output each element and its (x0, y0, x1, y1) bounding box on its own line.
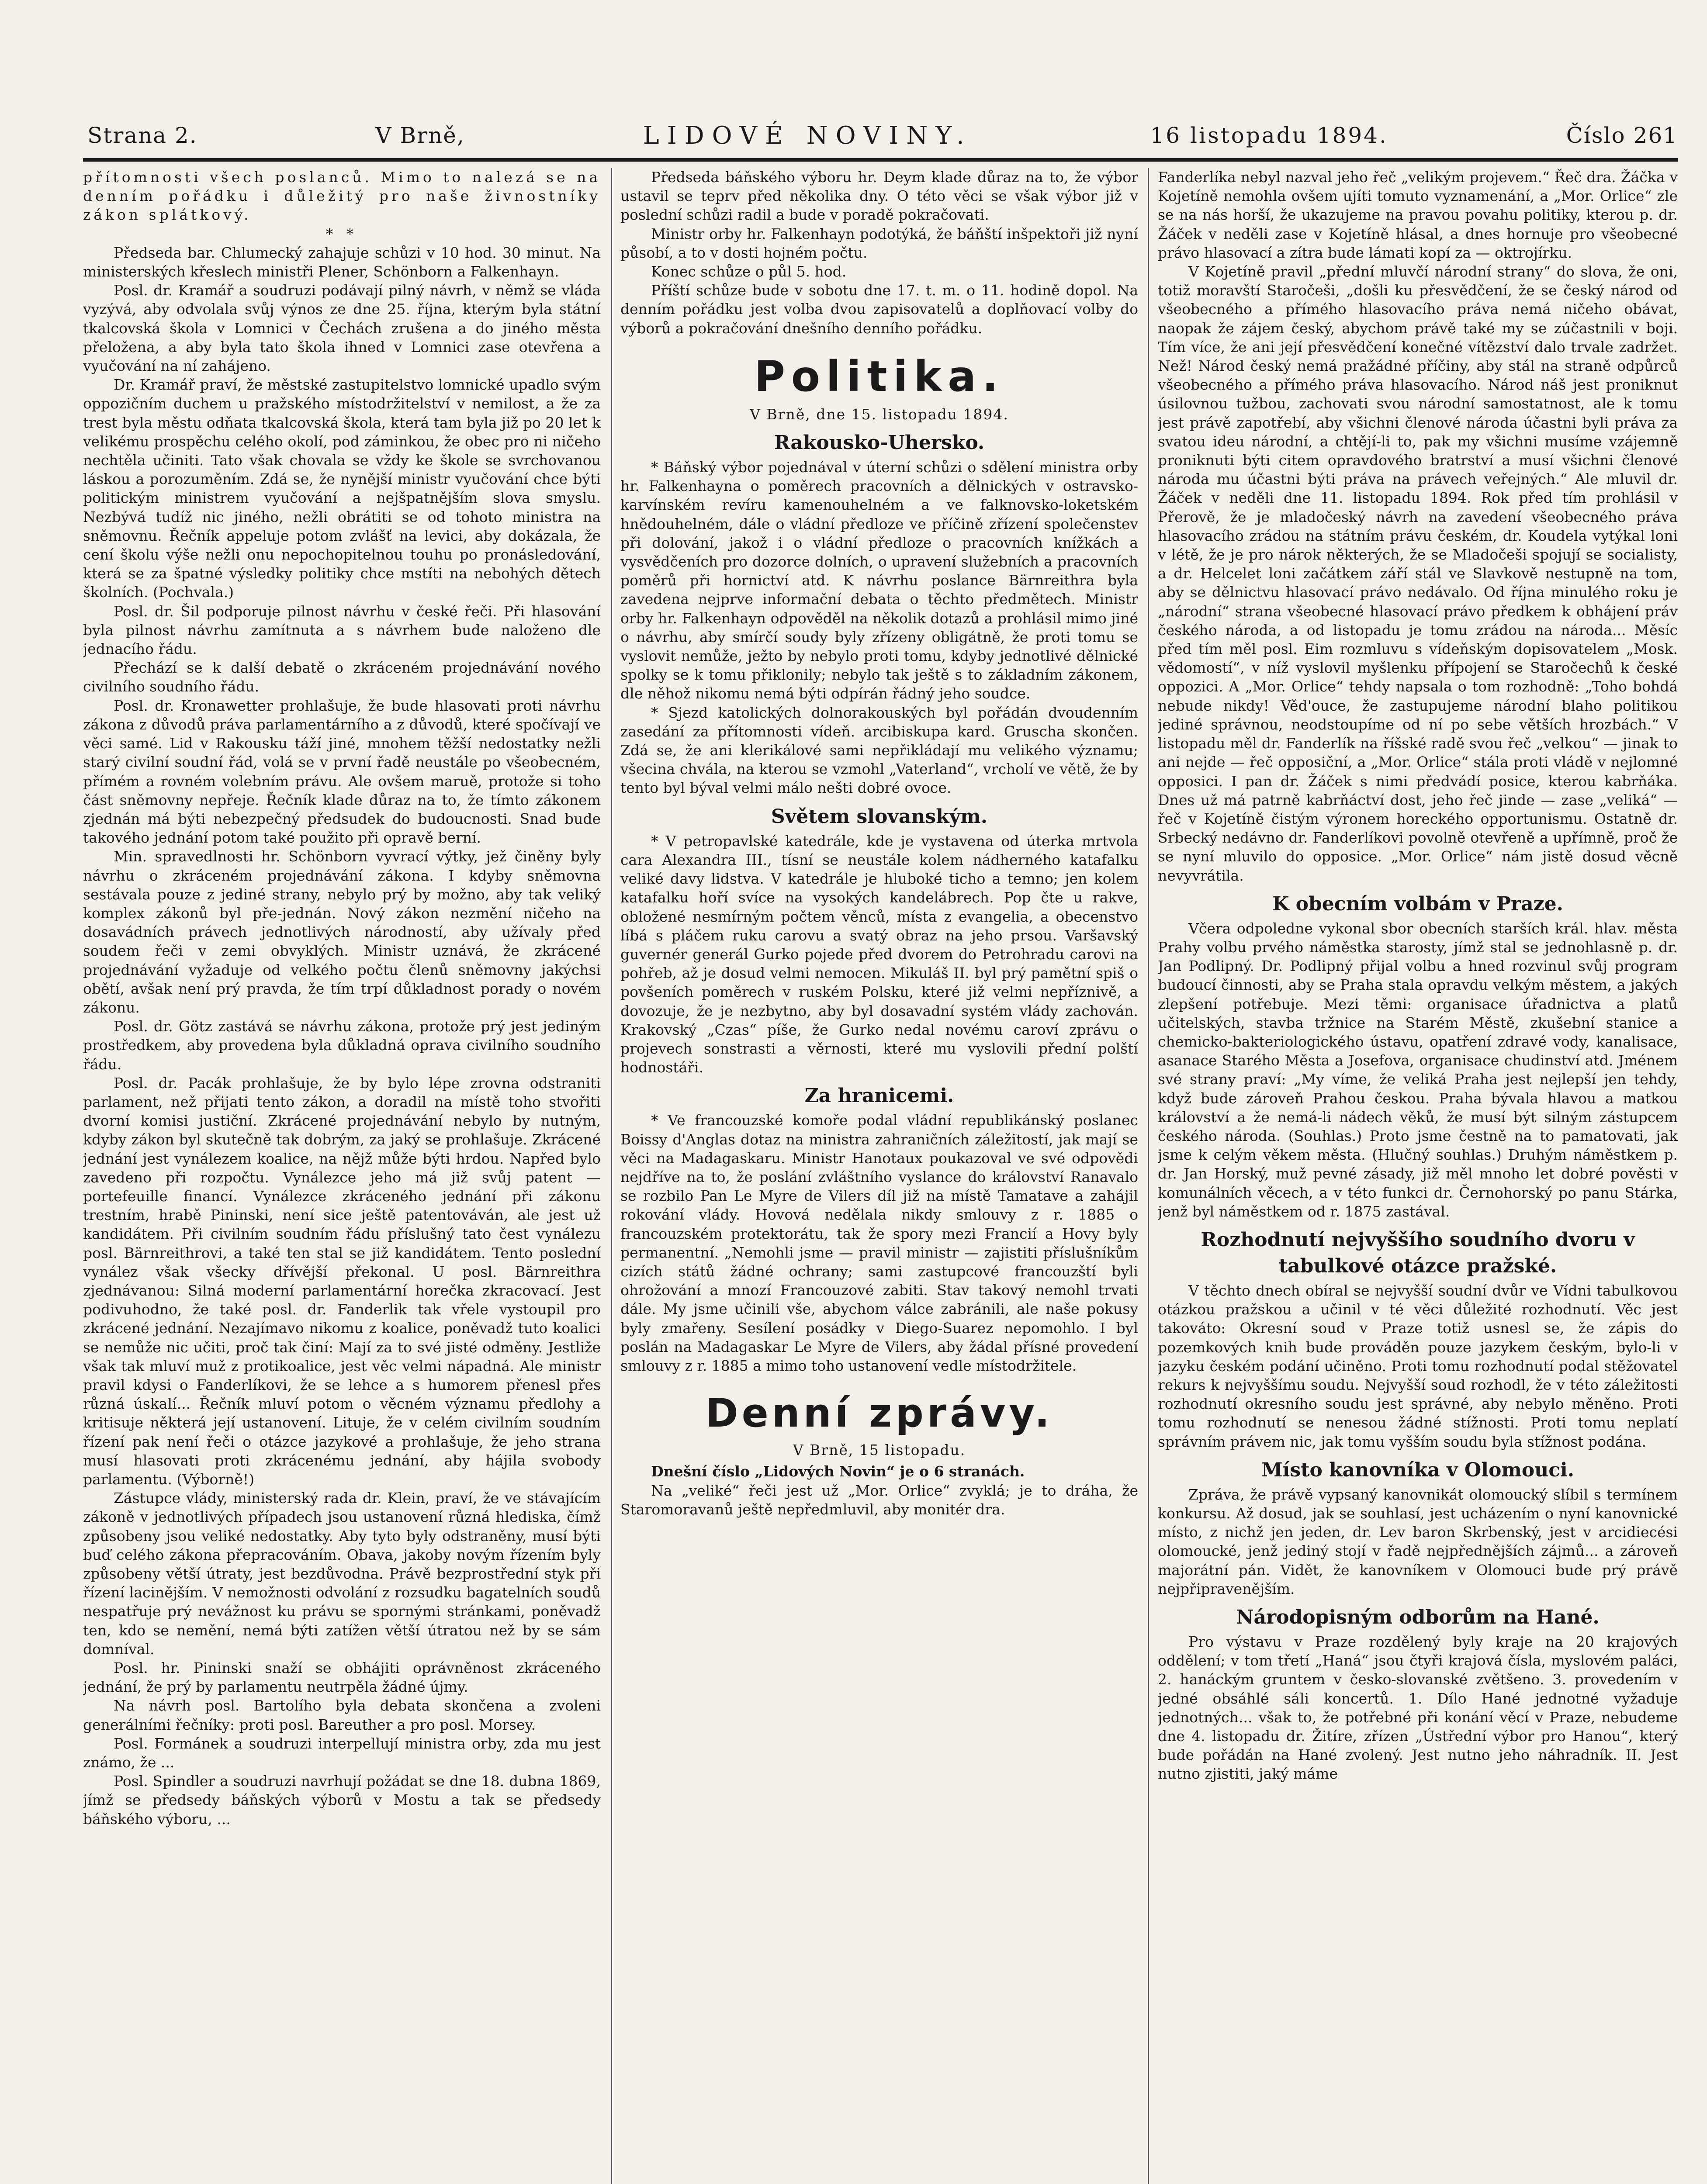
issue-number: Číslo 261 (1566, 123, 1678, 148)
column-1 (83, 168, 601, 2184)
section-dateline: V Brně, dne 15. listopadu 1894. (750, 405, 1009, 423)
article-paragraph: V Kojetíně pravil „přední mluvčí národní strany“ do slova, že oni, totiž moravští Staročeši, „došli ku přesvědčení, že se český národ od všeobecného a přímého hlasovacího práva nemá ničeho obávat, naopak že zájem český, abychom právě také my se zúčastnili v boji. Tím více, že ani její přesvědčení konečné vítězství dalo trvale zadržet. Než! Národ český nemá pražádné příčiny, aby stál na straně odpůrců všeobecného a přímého práva hlasovacího. Národ náš jest proniknut úsilovnou tužbou, zachovati svou národní samostatnost, ale k tomu jest právě zapotřebí, aby všichni členové národa účastni byli práva za svatou ideu národní, a chtějí-li to, pak my všichni musíme vzájemně proniknuti býti citem opravdového bratrství a musí všichni členové národa mu účastni býti práva na právech veřejných.“ Ale mluvil dr. Žáček v neděli dne 11. listopadu 1894. Rok před tím prohlásil v Přerově, že je mladočeský návrh na zavedení všeobecného práva hlasovacího zrádou na státním právu českém, dr. Koudela vytýkal loni v létě, že je pro nárok některých, že se Mladočeši spojují se socialisty, a dr. Helcelet loni začátkem září stál ve Slavkově nestupně na tom, aby se dělnictvu hlasovací právo nedávalo. Od října minulého roku je „národní“ strana všeobecné hlasovací právo předkem k obhájení práv českého národa, a od listopadu je tomu zrádou na národa... Měsíc před tím měl posl. Eim rozmluvu s vídeňským dopisovatelem „Mosk. vědomostí“, v níž vyslovil myšlenku přípojení se Staročechů k české oppozici. A „Mor. Orlice“ tehdy napsala o tom rozhodně: „Toho bohdá nebude nikdy! Věd'ouce, že zastupujeme národní blaho politikou jediné správnou, neodstoupíme od ní po sebe větších hrozbách.“ V listopadu měl dr. Fanderlík na říšské radě svou řeč „velkou“ — jinak to ani nejde — řeč opposiční, a „Mor. Orlice“ stála proti vládě v nejlomné opposici. I pan dr. Žáček s nimi předvádí posice, kterou kabrňáka. Dnes už má patrně kabrňáctví dost, jeho řeč jinde — zase „veliká“ — řeč v Kojetíně čistým výronem horeckého opportunismu. Ostatně dr. Srbecký nedávno dr. Fanderlíkovi povolně otevřeně a upřímně, proč že se nyní mluvilo do opposice. „Mor. Orlice“ nám jistě dosud věcně nevyvrátila. (1158, 263, 1678, 884)
page-label: Strana 2. (87, 123, 197, 148)
article-paragraph: Předseda bar. Chlumecký zahajuje schůzi v 10 hod. 30 minut. Na ministerských křeslech ministři Plener, Schönborn a Falkenhayn. (83, 244, 601, 280)
article-paragraph: Předseda báňského výboru hr. Deym klade důraz na to, že výbor ustavil se teprv před několika dny. O této věci se však výbor již v poslední schůzi radil a bude v poradě pokračovati. (620, 169, 1138, 224)
issue-date: 16 listopadu 1894. (1150, 123, 1388, 148)
subsection-heading: Rakousko-Uhersko. (774, 432, 985, 454)
paper-name: LIDOVÉ NOVINY. (643, 121, 972, 150)
article-paragraph: Přechází se k další debatě o zkráceném projednávání nového civilního soudního řádu. (83, 659, 601, 695)
article-paragraph: Posl. dr. Pacák prohlašuje, že by bylo lépe zrovna odstraniti parlament, než přijati tento zákon, a doradil na místě toho stvořiti dvorní komisi justiční. Zkrácené projednávání nebylo by nutným, kdyby zákon byl skutečně tak dobrým, za jaký se prohlašuje. Zkrácené jednání jest vynálezem koalice, na nějž může býti hrdou. Napřed bylo zavedeno při rozpočtu. Vynálezce jeho má již svůj patent — portefeuille financí. Vynálezce zkráceného jednání při zákonu trestním, hrabě Pininski, není sice ještě patentováván, ale jest už kandidátem. Při civilním soudním řádu příslušný tato čest vynálezu posl. Bärnreithrovi, a také ten stal se již kandidátem. Tento poslední vynález však všecky dřívější překonal. U posl. Bärnreithra zjednávanou: Silná moderní parlamentární horečka zkracovací. Jest podivuhodno, že také posl. dr. Fanderlik tak vřele vystoupil pro zkrácené jednání. Nezajímavo nikomu z koalice, poněvadž tuto koalici se nemůže nic učiti, proč tak činí: Mají za to své jisté odměny. Jestliže však tak mluví muž z protikoalice, jest věc velmi nápadná. Ale ministr pravil kdysi o Fanderlíkovi, že se lehce a s humorem přenesl přes různá úskalí... Řečník mluví potom o věcném významu předlohy a kritisuje některá její ustanovení. Lituje, že v celém civilním soudním řízení pak není řeči o otázce jazykové a prohlašuje, že jeho strana musí hlasovati proti zkrácenému jednání, aby hájila svobody parlamentu. (Výborně!) (83, 1074, 601, 1488)
article-paragraph: Na návrh posl. Bartolího byla debata skončena a zvoleni generálními řečníky: proti posl. Bareuther a pro posl. Morsey. (83, 1697, 601, 1733)
article-paragraph: Posl. Formánek a soudruzi interpellují ministra orby, zda mu jest známo, že ... (83, 1735, 601, 1771)
masthead-rule (83, 158, 1678, 162)
article-paragraph: Min. spravedlnosti hr. Schönborn vyvrací výtky, jež činěny byly návrhu o zkráceném projednávání zákona. I kdyby sněmovna sestávala pouze z jediné strany, nebylo prý by možno, aby tak veliký komplex zákonů byl pře-jednán. Nový zákon nezmění ničeho na dosavádních právech jednotlivých národností, aby užívaly před soudem řeči v zemi obvyklých. Ministr uznává, že zkrácené projednávání vyžaduje od velkého počtu členů sněmovny jakýchsi obětí, avšak není prý pravda, že tím trpí důkladnost porady o novém zákonu. (83, 848, 601, 1016)
article-paragraph: Včera odpoledne vykonal sbor obecních starších král. hlav. města Prahy volbu prvého náměstka starosty, jímž stal se jednohlasně p. dr. Jan Podlipný. Dr. Podlipný přijal volbu a hned rozvinul svůj program budoucí činnosti, aby se Praha stala opravdu velkým městem, a jakých zlepšení potřebuje. Mezi těmi: organisace úřadnictva a platů učitelských, stavba tržnice na Starém Městě, zkušební stanice a chemicko-bakteriologického ústavu, opatření zdravé vody, kanalisace, asanace Starého Města a Josefova, organisace chudinství atd. Jménem své strany praví: „My víme, že veliká Praha jest nejlepší jen tehdy, když bude zároveň Prahou českou. Praha bývala hlavou a matkou království a že nemá-li nádech věků, že musí být silným zástupcem českého národa. (Souhlas.) Proto jsme čestně na to pamatovati, jak jsme k celým věkem města. (Hlučný souhlas.) Druhým náměstkem p. dr. Jan Horský, muž pevné zásady, již měl mnoho let dobré pověsti v komunálních věcech, a v této funkci dr. Černohorský po panu Stárka, jenž byl náměstkem od r. 1875 zastával. (1158, 919, 1678, 1220)
article-paragraph: Pro výstavu v Praze rozdělený byly kraje na 20 krajových oddělení; v tom třetí „Haná“ jsou čtyři krajová čísla, myslovém paláci, 2. hanáckým gruntem v česko-slovanské zvětšeno. 3. provedením v jedné obsáhlé sáli koncertů. 1. Dílo Hané jednotné vyžaduje jednotných... však to, že potřebné při konání věcí v Praze, nebudeme dne 4. listopadu dr. Žitíre, zřízen „Ústřední výbor pro Hanou“, který bude pořádán na Hané zvolený. Jest nutno jeho náhradník. II. Jest nutno zjistiti, jaký máme (1158, 1633, 1678, 1783)
article-paragraph: Na „veliké“ řeči jest už „Mor. Orlice“ zvyklá; je to dráha, že Staromoravanů ještě nepředmluvil, aby monitér dra. (620, 1482, 1138, 1518)
subsection-heading: Za hranicemi. (804, 1085, 954, 1107)
section-heading-politics: Politika. (754, 352, 1004, 401)
article-paragraph: Posl. dr. Šil podporuje pilnost návrhu v české řeči. Při hlasování byla pilnost návrhu zamítnuta a s návrhem bude naloženo dle jednacího řádu. (83, 602, 601, 658)
section-heading-daily-news: Denní zprávy. (705, 1390, 1053, 1437)
article-paragraph: V těchto dnech obíral se nejvyšší soudní dvůr ve Vídni tabulkovou otázkou pražskou a učinil v té věci důležité rozhodnutí. Věc jest takováto: Okresní soud v Praze totiž usnesl se, že zápis do pozemkových knih bude prováděn pouze jazykem českým, bylo-li v jazyku českém podání učiněno. Proti tomu rozhodnutí podal stěžovatel rekurs k nejvyššímu soudu. Nejvyšší soud rozhodl, že v této záležitosti rozhodnutí okresního soudu jest správné, aby nebylo měněno. Proti tomu rozhodnutí se nenesou žádné stížnosti. Proti tomu neplatí správním právem nic, jak tomu vyšším soudu byla stížnost podána. (1158, 1282, 1678, 1450)
column-rule (611, 168, 612, 2184)
place-label: V Brně, (375, 123, 465, 148)
article-paragraph: Dr. Kramář praví, že městské zastupitelstvo lomnické upadlo svým oppozičním duchem u pražského místodržitelství v nemilost, a že za trest byla městu odňata tkalcovská škola, která tam byla již po 20 let k velikému prospěchu celého okolí, pod záminkou, že obec pro ni ničeho nechtěla učiniti. Tato však chovala se vždy ke škole se svrchovanou láskou a porozuměním. Zdá se, že nynější ministr vyučování chce býti politickým ministrem vyučování a nejšpatnějším slova smyslu. Nezbývá tudíž nic jiného, nežli obrátiti se od tohoto ministra na sněmovnu. Řečník appeluje potom zvlášť na levici, aby dokázala, že cení školu výše nežli onu nepochopitelnou touhu po pronásledování, která se za špatné výsledky politiky chce mstíti na nebohých dětech školních. (Pochvala.) (83, 376, 601, 601)
article-paragraph: Příští schůze bude v sobotu dne 17. t. m. o 11. hodině dopol. Na denním pořádku jest volba dvou zapisovatelů a doplňovací volby do výborů a pokračování dnešního denního pořádku. (620, 282, 1138, 337)
column-rule (1148, 168, 1149, 2184)
article-paragraph: * Ve francouzské komoře podal vládní republikánský poslanec Boissy d'Anglas dotaz na ministra zahraničních záležitostí, jak mají se věci na Madagaskaru. Ministr Hanotaux poukazoval ve své odpovědi nejdříve na to, že poslání zvláštního vyslance do království Ranavalo se rozbilo Pan Le Myre de Vilers díl již na místě Tamatave a zahájil rokování vlády. Hovová nedělala nikdy smlouvy z r. 1885 o francouzském protektorátu, tak že spory mezi Francií a Hovy byly permanentní. „Nemohli jsme — pravil ministr — zajistiti příslušníkům cizích států žádné ochrany; sami zastupcové francouzští byli ohrožování a mnozí Francouzové zabiti. Stav takový nemohl trvati dále. My jsme učinili vše, abychom válce zabránili, ale naše pokusy byly zmařeny. Sesílení posádky v Diego-Suarez nepomohlo. I byl poslán na Madagaskar Le Myre de Vilers, aby žádal přísné provedení smlouvy z r. 1885 a mimo toho ustanovení vedle místodržitele. (620, 1112, 1138, 1374)
article-paragraph: * V petropavlské katedrále, kde je vystavena od úterka mrtvola cara Alexandra III., tísní se neustále kolem nádherného katafalku veliké davy lidstva. V katedrále je hluboké ticho a temno; jen kolem katafalku hoří svíce na vysokých kandelábrech. Pop čte u rakve, obložené nesmírným počtem věnců, místa z evangelia, a obecenstvo líbá s pláčem ruku carovu a svatý obraz na jeho prsou. Varšavský guvernér generál Gurko pojede před dvorem do Petrohradu carovi na pohřeb, až je dosud velmi nemocen. Mikuláš II. byl prý pamětní spiš o povšeních poměrech v ruském Polsku, které již velmi nepříznivě, a dovozuje, že je nezbytno, aby byl dosavadní systém vlády zachován. Krakovský „Czas“ píše, že Gurko nedal novému caroví zprávu o projevech sonstrasti a věrnosti, které mu vyslovili přední polští hodnostáři. (620, 832, 1138, 1076)
article-paragraph: přítomnosti všech poslanců. Mimo to nalezá se na denním pořádku i důležitý pro naše živnostníky zákon splátkový. (83, 169, 601, 224)
article-paragraph: Posl. dr. Kramář a soudruzi podávají pilný návrh, v němž se vláda vyzývá, aby odvolala svůj výnos ze dne 25. října, kterým byla státní tkalcovská škola v Lomnici v Čechách zrušena a do jiného města přeložena, a aby byla tato škola ihned v Lomnici zase otevřena a vyučování na ní zahájeno. (83, 282, 601, 375)
article-paragraph: * Báňský výbor pojednával v úterní schůzi o sdělení ministra orby hr. Falkenhayna o poměrech pracovních a dělnických v ostravsko-karvínském revíru kamenouhelném a ve falknovsko-loketském hnědouhelném, dále o vládní předloze ve příčině zřízení společenstev při dolování, jakož i o vládní předloze o pracovních knížkách a vysvědčeních pro dozorce dolních, o upravení služebních a pracovních poměrů při hornictví atd. K návrhu poslance Bärnreithra byla zavedena nejprve informační debata o těchto předmětech. Ministr orby hr. Falkenhayn odpověděl na několik dotazů a prohlásil mimo jiné o návrhu, aby smírčí soudy byly zřízeny obligátně, že proti tomu se vyslovit nemůže, ježto by nebylo proti tomu, kdyby jednotlivé dělnické spolky se k tomu přiklonily; nebylo tak ještě s to základním zákonem, dle něhož nikomu nemá býti odpírán řádný jeho soudce. (620, 459, 1138, 702)
subsection-heading: Národopisným odborům na Hané. (1236, 1606, 1600, 1629)
article-paragraph: Posl. dr. Kronawetter prohlašuje, že bude hlasovati proti návrhu zákona z důvodů práva parlamentárního a z důvodů, které spočívají ve věci samé. Lid v Rakousku táží jiné, mnohem těžší nedostatky nežli starý civilní soudní řád, volá se v první řadě neustále po všeobecném, přímém a rovném volebním právu. Ale ovšem maruě, protože si toho část sněmovny nepřeje. Řečník klade důraz na to, že tímto zákonem zjednán má býti nebezpečný předsudek do budoucnosti. Snad bude takového jednání potom také použito při opravě berní. (83, 697, 601, 847)
article-paragraph: Posl. Spindler a soudruzi navrhují požádat se dne 18. dubna 1869, jímž se předsedy báňských výborů v Mostu a tak se předsedy báňského výboru, ... (83, 1773, 601, 1828)
article-paragraph: Ministr orby hr. Falkenhayn podotýká, že báňští inšpektoři již nyní působí, a to v dosti hojném počtu. (620, 225, 1138, 261)
article-paragraph: Zpráva, že právě vypsaný kanovnikát olomoucký slíbil s termínem konkursu. Až dosud, jak se souhlasí, jest ucházením o nyní kanovnické místo, z nichž jen jeden, dr. Lev baron Skrbenský, jest v arcidiecési olomoucké, jenž jediný stojí v řadě nejpřednějších zájmů... a zároveň majorátní pán. Vidět, že kanovníkem v Olomouci bude prý právě nejpřipravenějším. (1158, 1486, 1678, 1597)
article-paragraph: Fanderlíka nebyl nazval jeho řeč „velikým projevem.“ Řeč dra. Žáčka v Kojetíně nemohla ovšem ujíti tomuto vyznamenání, a „Mor. Orlice“ zle se na nás horší, že ukazujeme na pravou povahu politiky, kterou p. dr. Žáček v neděli zase v Kojetíně hlásal, a dnes hornuje pro všeobecné právo hlasovací a zítra bude lámati kopí za — oktrojírku. (1158, 169, 1678, 261)
article-paragraph: * Sjezd katolických dolnorakouských byl pořádán dvoudenním zasedání za přítomnosti vídeň. arcibiskupa kard. Gruscha skončen. Zdá se, že ani klerikálové sami nepřikládají mu velikého významu; všecina chvála, na kterou se vzmohl „Vaterland“, vrcholí ve větě, že by tento byl býval velmi málo nešti dobré ovoce. (620, 704, 1138, 797)
article-paragraph: Posl. hr. Pininski snaží se obhájiti oprávněnost zkráceného jednání, že prý by parlamentu neutrpěla žádné újmy. (83, 1659, 601, 1696)
subsection-heading: Světem slovanským. (771, 805, 988, 828)
article-paragraph: Konec schůze o půl 5. hod. (651, 263, 847, 280)
subsection-heading: Místo kanovníka v Olomouci. (1261, 1458, 1575, 1481)
article-paragraph: Zástupce vlády, ministerský rada dr. Klein, praví, že ve stávajícím zákoně v jednotlivých případech jsou ustanovení různá hlediska, čímž způsobeny jsou veliké nedostatky. Aby tyto byly odstraněny, musí býti buď celého zákona přepracováním. Obava, jakoby novým řízením byly způsobeny větší útraty, jest bezdůvodna. Právě bezprostřední styk při řízení lacinějším. V nemožnosti odvolání z rozsudku bagatelních soudů nespatřuje prý nevážnost ku právu se spornými stránkami, poněvadž ten, kdo se nemění, nemá býti zatížen větší útratou než by se sám domníval. (83, 1489, 601, 1658)
section-separator: * * (325, 225, 358, 242)
article-paragraph: Dnešní číslo „Lidových Novin“ je o 6 stranách. (651, 1463, 1025, 1480)
column-3 (1158, 168, 1678, 2184)
subsection-heading: K obecním volbám v Praze. (1272, 892, 1563, 915)
section-dateline: V Brně, 15 listopadu. (793, 1441, 966, 1459)
article-paragraph: Posl. dr. Götz zastává se návrhu zákona, protože prý jest jediným prostředkem, aby provedena byla důkladná oprava civilního soudního řádu. (83, 1018, 601, 1073)
subsection-heading: Rozhodnutí nejvyššího soudního dvoru v tabulkové otázce pražské. (1201, 1228, 1635, 1277)
masthead (87, 114, 1678, 156)
column-2 (620, 168, 1138, 2184)
